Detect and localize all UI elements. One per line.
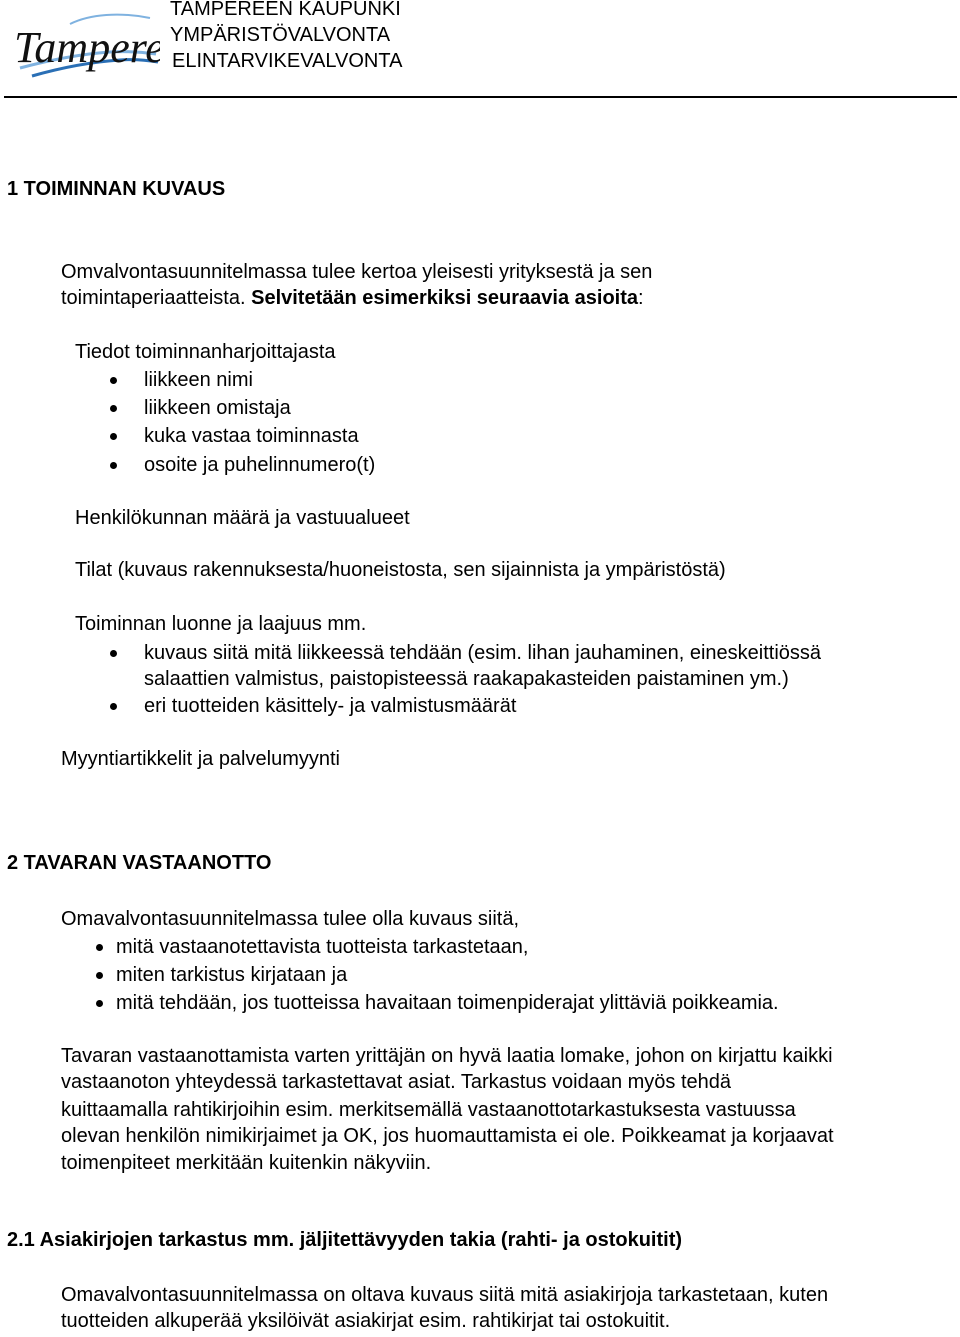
list-item: liikkeen omistaja	[144, 397, 291, 419]
list-item: osoite ja puhelinnumero(t)	[144, 454, 376, 476]
header-line-1: TAMPEREEN KAUPUNKI	[170, 0, 401, 20]
list-item: eri tuotteiden käsittely- ja valmistusmäärät	[144, 695, 517, 717]
header-line-3: ELINTARVIKEVALVONTA	[172, 50, 403, 72]
logo-text: Tampere	[14, 23, 160, 72]
s1-tilat: Tilat (kuvaus rakennuksesta/huoneistosta, sen sijainnista ja ympäristöstä)	[75, 559, 726, 581]
s2-para-line: kuittaamalla rahtikirjoihin esim. merkitsemällä vastaanottotarkastuksesta vastuussa	[61, 1099, 796, 1121]
list-item: kuvaus siitä mitä liikkeessä tehdään (esim. lihan jauhaminen, eineskeittiössä	[144, 642, 822, 664]
bullet	[96, 1000, 103, 1007]
bullet	[96, 972, 103, 979]
list-item: liikkeen nimi	[144, 369, 253, 391]
list-item: miten tarkistus kirjataan ja	[116, 964, 348, 986]
bullet	[110, 650, 117, 657]
s2-para-line: olevan henkilön nimikirjaimet ja OK, jos huomauttamista ei ole. Poikkeamat ja korjaavat	[61, 1125, 834, 1147]
s1-toiminnan: Toiminnan luonne ja laajuus mm.	[75, 613, 367, 635]
bullet	[110, 405, 117, 412]
s1-intro-line-1: Omvalvontasuunnitelmassa tulee kertoa yleisesti yrityksestä ja sen	[61, 261, 653, 283]
section-2-1-title: 2.1 Asiakirjojen tarkastus mm. jäljitettävyyden takia (rahti- ja ostokuitit)	[7, 1229, 683, 1251]
s1-intro-2b: Selvitetään esimerkiksi seuraavia asioita	[251, 287, 639, 309]
s1-intro-2a: toimintaperiaatteista.	[61, 287, 252, 309]
bullet	[96, 944, 103, 951]
bullet	[110, 703, 117, 710]
bullet	[110, 462, 117, 469]
s1-intro-line-2	[61, 285, 644, 311]
s2-para-line: vastaanoton yhteydessä tarkastettavat asiat. Tarkastus voidaan myös tehdä	[61, 1071, 732, 1093]
list-item: mitä tehdään, jos tuotteissa havaitaan toimenpiderajat ylittäviä poikkeamia.	[116, 992, 779, 1014]
s2-para-line: toimenpiteet merkitään kuitenkin näkyviin.	[61, 1152, 432, 1174]
s2-para-line: Tavaran vastaanottamista varten yrittäjän on hyvä laatia lomake, johon on kirjattu kaikki	[61, 1045, 833, 1067]
tampere-logo	[10, 2, 160, 91]
section-2-title: 2 TAVARAN VASTAANOTTO	[7, 852, 272, 874]
list-item: kuka vastaa toiminnasta	[144, 425, 359, 447]
s1-intro-2c: :	[638, 287, 644, 309]
list-item: mitä vastaanotettavista tuotteista tarkastetaan,	[116, 936, 529, 958]
s2-intro: Omavalvontasuunnitelmassa tulee olla kuvaus siitä,	[61, 908, 520, 930]
section-1-title: 1 TOIMINNAN KUVAUS	[7, 178, 226, 200]
s21-para-line: tuotteiden alkuperää yksilöivät asiakirjat esim. rahtikirjat tai ostokuitit.	[61, 1310, 671, 1332]
s1-myynti: Myyntiartikkelit ja palvelumyynti	[61, 748, 340, 770]
bullet	[110, 433, 117, 440]
s1-henkilokunta: Henkilökunnan määrä ja vastuualueet	[75, 507, 410, 529]
header-rule	[4, 96, 957, 98]
header-line-2: YMPÄRISTÖVALVONTA	[170, 24, 391, 46]
s1-tiedot: Tiedot toiminnanharjoittajasta	[75, 341, 336, 363]
s21-para-line: Omavalvontasuunnitelmassa on oltava kuvaus siitä mitä asiakirjoja tarkastetaan, kuten	[61, 1284, 829, 1306]
list-item-continuation: salaattien valmistus, paistopisteessä raakapakasteiden paistaminen ym.)	[144, 668, 789, 690]
bullet	[110, 377, 117, 384]
